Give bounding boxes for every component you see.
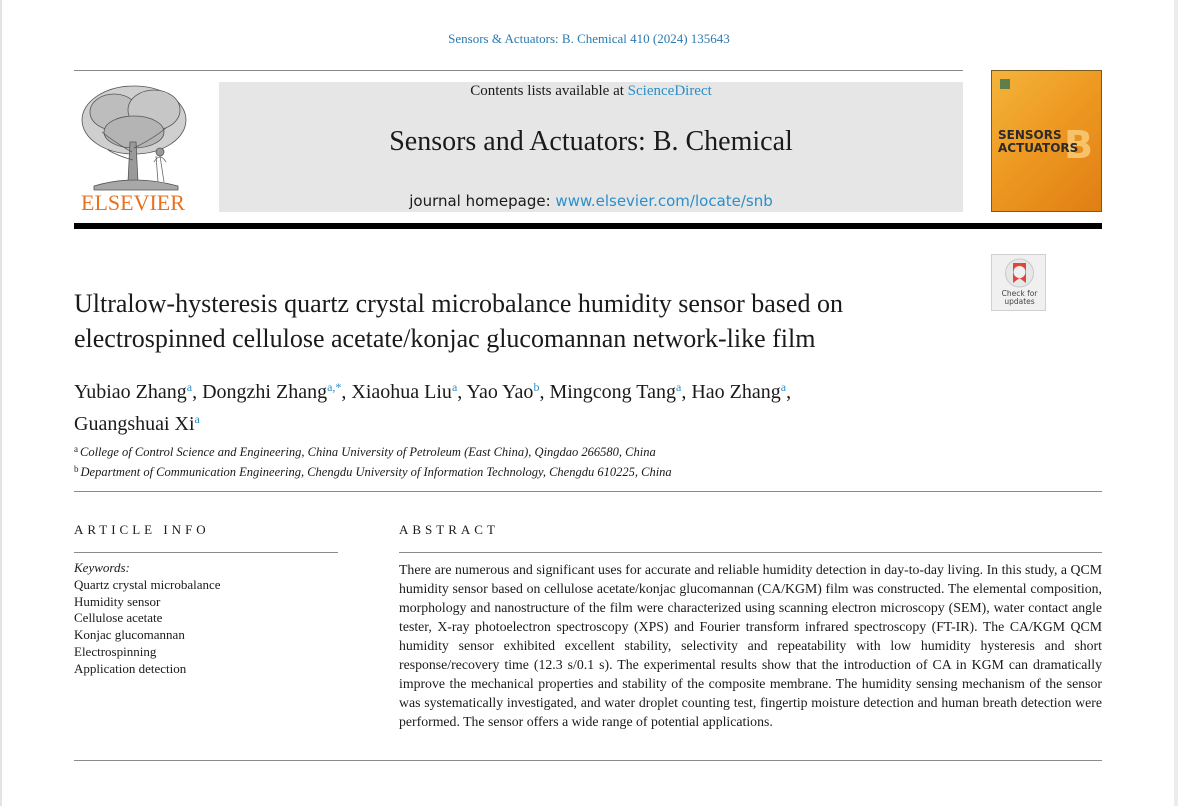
abstract-rule [399,552,1102,553]
keyword: Electrospinning [74,643,157,659]
check-updates-line-1: Check for [1001,289,1038,298]
cover-line-2: ACTUATORS [998,141,1079,155]
keyword: Application detection [74,660,187,676]
journal-homepage-link[interactable]: www.elsevier.com/locate/snb [555,192,773,210]
keyword: Konjac glucomannan [74,627,185,643]
affiliation-mark[interactable]: b [533,380,540,394]
keywords-block [74,560,221,678]
affiliation-b: $^b$ Department of Communication Engineering, Chengdu University of Information Technology, Chengdu 610225, China [74,464,672,479]
check-updates-label [992,290,1047,306]
abstract-heading: ABSTRACT [399,522,499,537]
homepage-prefix: journal homepage: [409,192,556,210]
page-edge-right [1174,0,1178,806]
keyword: Quartz crystal microbalance [74,576,221,592]
article-info-heading: ARTICLE INFO [74,522,210,537]
author: Mingcong Tang$^a$, [549,380,692,403]
footer-rule [74,760,1102,761]
author: Guangshuai Xi$^a$ [74,412,200,435]
keyword: Cellulose acetate [74,610,163,626]
author: Dongzhi Zhang$^{a,*}$, [202,380,352,403]
cover-line-1: SENSORS [998,128,1062,142]
author: Hao Zhang$^a$, [691,380,792,403]
check-for-updates-button[interactable] [991,254,1046,311]
cover-title [998,129,1078,155]
page-edge-left [0,0,2,806]
section-divider [74,491,1102,492]
affiliation-mark[interactable]: a,* [327,380,342,394]
keyword: Humidity sensor [74,593,161,609]
journal-cover-image [991,70,1102,212]
keywords-label: Keywords: [74,560,130,575]
affiliation-mark[interactable]: a [780,380,787,394]
check-updates-line-2: updates [1004,297,1035,306]
affiliations [74,441,672,481]
article-title: Ultralow-hysteresis quartz crystal microbalance humidity sensor based on electrospinned cellulose acetate/konjac glucomannan network-like film [74,289,843,353]
article-info-rule [74,552,338,553]
author: Xiaohua Liu$^a$, [351,380,467,403]
bookmark-icon [992,255,1047,291]
affiliation-a: $^a$ College of Control Science and Engineering, China University of Petroleum (East China), Qingdao 266580, China [74,444,656,459]
contents-line [219,83,963,100]
elsevier-wordmark: ELSEVIER [81,190,185,215]
author: Yubiao Zhang$^a$, [74,380,203,403]
affiliation-mark[interactable]: a [676,380,682,394]
cover-emblem [1000,79,1010,89]
cover-letter: B [1064,123,1093,167]
author-list [74,374,1014,438]
affiliation-mark[interactable]: a [451,380,458,394]
masthead-thick-rule [74,223,1102,229]
journal-masthead [219,82,963,212]
homepage-line [219,192,963,210]
journal-title: Sensors and Actuators: B. Chemical [389,126,793,157]
contents-prefix: Contents lists available at [470,83,628,99]
affiliation-mark[interactable]: a [186,380,193,394]
author: Yao Yao$^b$, [466,380,550,403]
journal-citation: Sensors & Actuators: B. Chemical 410 (2024) 135643 [448,31,730,46]
header-rule [74,70,963,71]
abstract-text: There are numerous and significant uses for accurate and reliable humidity detection in day-to-day living. In this study, a QCM humidity sensor based on cellulose acetate/konjac glucomannan (CA/KGM) film was constructed. The elemental composition, morphology and nanostructure of the film were characterized using scanning electron microscopy (SEM), water contact angle tester, X-ray photoelectron spectroscopy (XPS) and Fourier transform infrared spectroscopy (FT-IR). The CA/KGM QCM humidity sensor exhibited excellent stability, selectivity and repeatability with low humidity hysteresis and short response/recovery time (12.3 s/0.1 s). The experimental results show that the introduction of CA in KGM can dramatically improve the mechanical properties and stability of the composite membrane. The humidity sensing mechanism of the sensor was systematically investigated, and water droplet counting test, fingertip moisture detection and human breath detection were performed. The sensor offers a wide range of potential applications. [399,562,1102,729]
affiliation-mark[interactable]: a [194,412,200,426]
sciencedirect-link[interactable]: ScienceDirect [627,83,712,99]
